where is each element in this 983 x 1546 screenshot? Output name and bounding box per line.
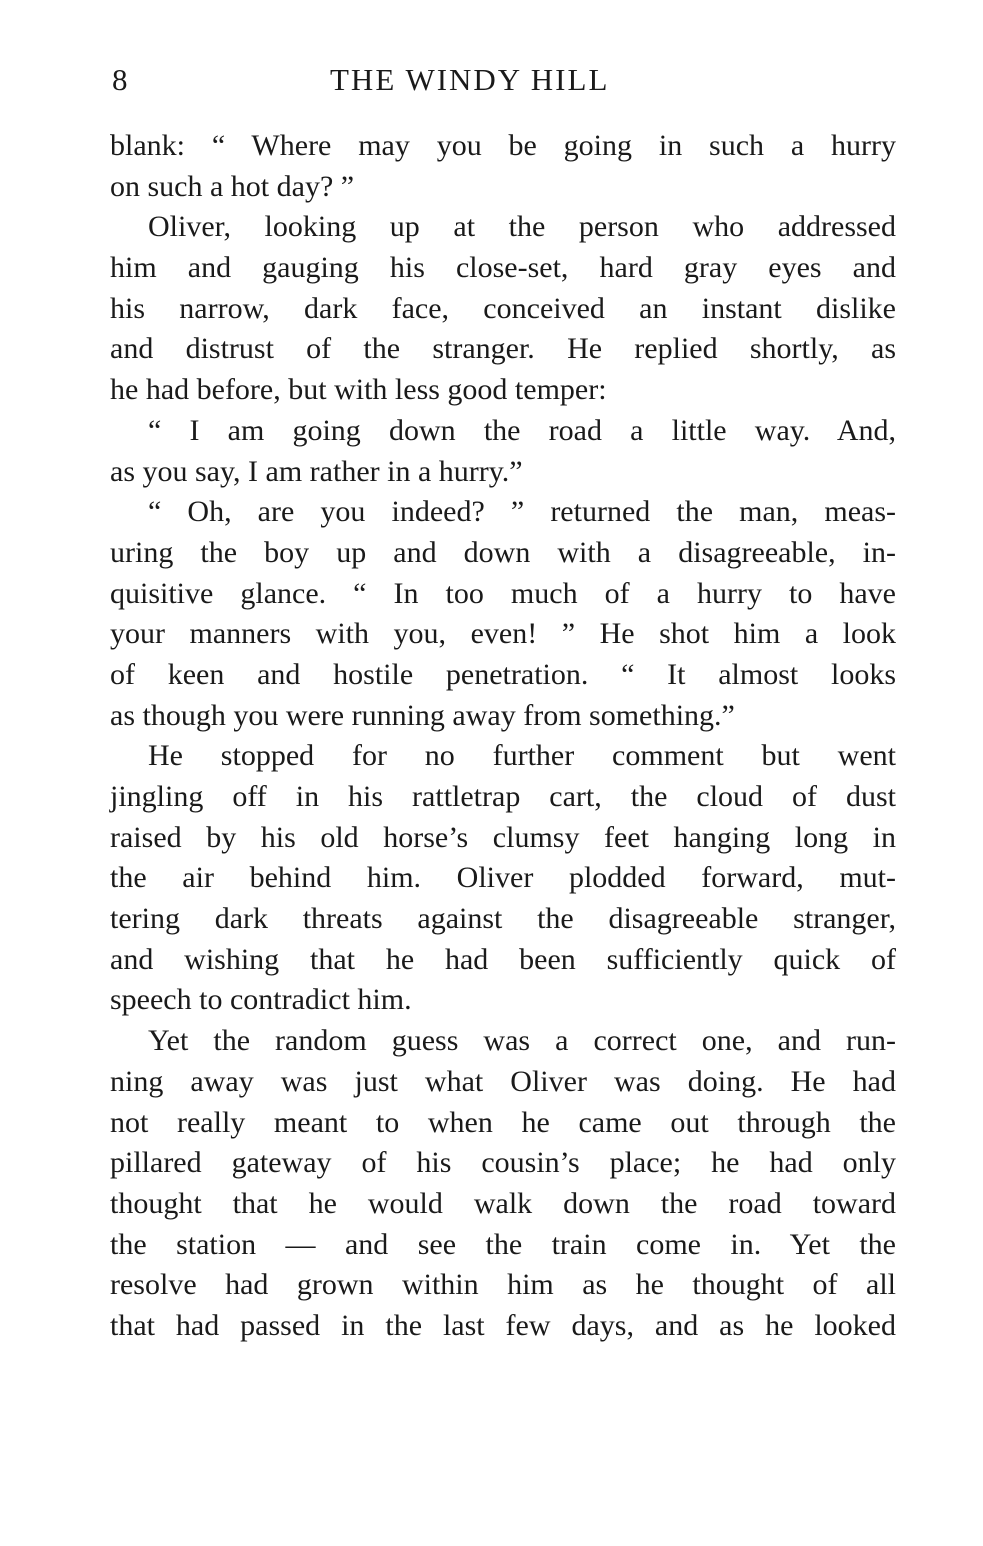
text-line: speech to contradict him. bbox=[110, 983, 412, 1017]
text-line: not really meant to when he came out through the bbox=[110, 1105, 896, 1139]
body-text bbox=[110, 126, 896, 1347]
running-head: THE WINDY HILL bbox=[330, 62, 610, 97]
text-line: him and gauging his close-set, hard gray eyes and bbox=[110, 251, 896, 285]
text-line: “ I am going down the road a little way. And, bbox=[148, 413, 896, 447]
text-line: thought that he would walk down the road toward bbox=[110, 1186, 896, 1220]
text-line: Oliver, looking up at the person who addressed bbox=[148, 210, 896, 244]
text-line: of keen and hostile penetration. “ It almost looks bbox=[110, 657, 896, 691]
text-line: his narrow, dark face, conceived an instant dislike bbox=[110, 291, 896, 325]
text-line: on such a hot day? ” bbox=[110, 169, 355, 203]
text-line: raised by his old horse’s clumsy feet hanging long in bbox=[110, 820, 896, 854]
text-line: and wishing that he had been sufficiently quick of bbox=[110, 942, 896, 976]
text-line: He stopped for no further comment but went bbox=[148, 739, 896, 773]
text-line: quisitive glance. “ In too much of a hurry to have bbox=[110, 576, 896, 610]
text-line: tering dark threats against the disagreeable stranger, bbox=[110, 902, 896, 936]
text-line: ning away was just what Oliver was doing. He had bbox=[110, 1064, 896, 1098]
page-number: 8 bbox=[112, 62, 128, 97]
text-line: resolve had grown within him as he thought of all bbox=[110, 1268, 896, 1302]
text-line: he had before, but with less good temper: bbox=[110, 373, 607, 407]
text-line: the station — and see the train come in. Yet the bbox=[110, 1227, 896, 1261]
text-line: Yet the random guess was a correct one, and run- bbox=[148, 1024, 896, 1058]
text-line: pillared gateway of his cousin’s place; he had only bbox=[110, 1146, 896, 1180]
text-line: “ Oh, are you indeed? ” returned the man, meas- bbox=[148, 495, 896, 529]
text-line: blank: “ Where may you be going in such a hurry bbox=[110, 129, 896, 162]
page-header bbox=[110, 56, 900, 104]
text-line: as though you were running away from something.” bbox=[110, 698, 735, 732]
text-line: your manners with you, even! ” He shot him a look bbox=[110, 617, 896, 651]
text-line: uring the boy up and down with a disagreeable, in- bbox=[110, 535, 896, 569]
text-line: as you say, I am rather in a hurry.” bbox=[110, 454, 523, 488]
text-line: and distrust of the stranger. He replied shortly, as bbox=[110, 332, 896, 366]
text-line: the air behind him. Oliver plodded forward, mut- bbox=[110, 861, 896, 895]
text-line: that had passed in the last few days, and as he looked bbox=[110, 1308, 896, 1342]
text-line: jingling off in his rattletrap cart, the cloud of dust bbox=[110, 780, 896, 813]
